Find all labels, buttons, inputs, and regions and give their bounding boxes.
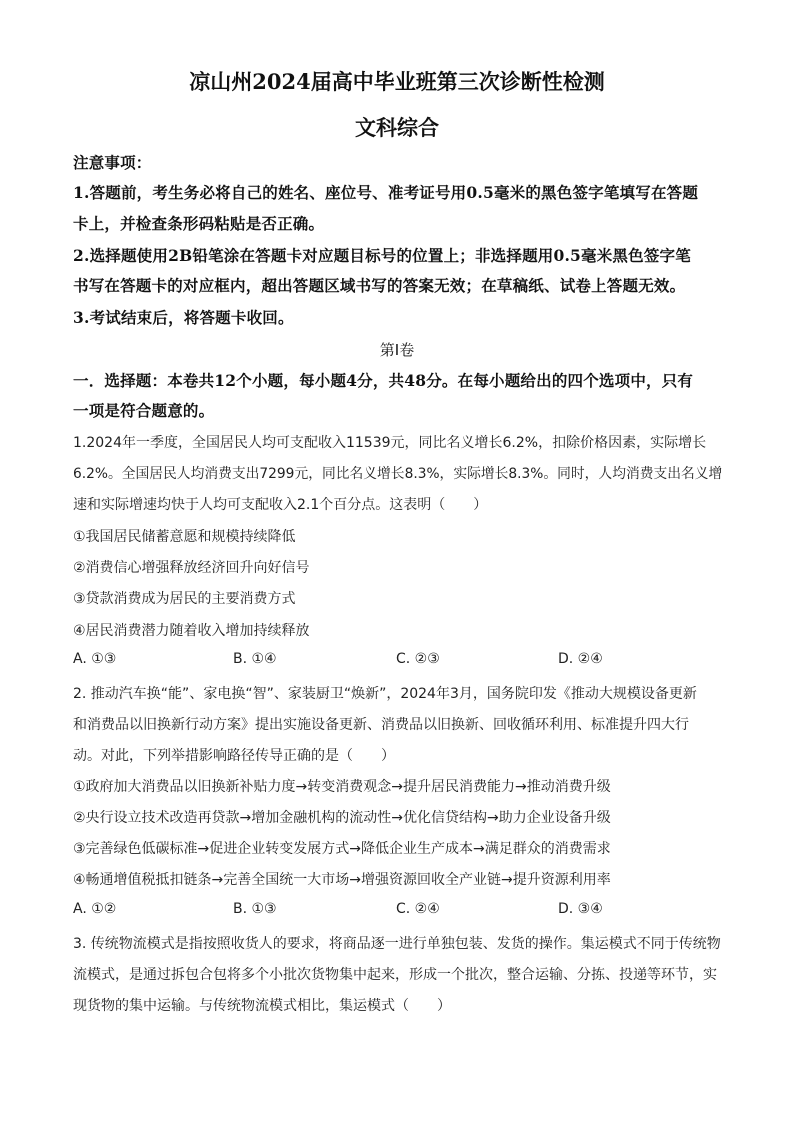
question-1-option-b[interactable]: B. ①④	[233, 651, 277, 667]
question-2-stem: 和消费品以旧换新行动方案》提出实施设备更新、消费品以旧换新、回收循环利用、标准提升四大行	[73, 717, 689, 733]
notes-heading: 注意事项：	[73, 153, 152, 172]
question-2-statement: ①政府加大消费品以旧换新补贴力度→转变消费观念→提升居民消费能力→推动消费升级	[73, 779, 611, 795]
question-3-stem: 现货物的集中运输。与传统物流模式相比，集运模式（ ）	[73, 998, 451, 1014]
question-2-option-c[interactable]: C. ②④	[396, 901, 440, 917]
question-2-stem: 2. 推动汽车换“能”、家电换“智”、家装厨卫“焕新”，2024年3月，国务院印发《推动大规模设备更新	[73, 686, 697, 702]
notes-line: 3.考试结束后，将答题卡收回。	[73, 308, 294, 327]
notes-line: 书写在答题卡的对应框内，超出答题区域书写的答案无效；在草稿纸、试卷上答题无效。	[73, 276, 686, 295]
question-1-option-a[interactable]: A. ①③	[73, 651, 117, 667]
question-1-statement: ③贷款消费成为居民的主要消费方式	[73, 591, 296, 607]
question-2-statement: ②央行设立技术改造再贷款→增加金融机构的流动性→优化信贷结构→助力企业设备升级	[73, 810, 611, 826]
question-1-statement: ④居民消费潜力随着收入增加持续释放	[73, 623, 310, 639]
question-2-statement: ④畅通增值税抵扣链条→完善全国统一大市场→增强资源回收全产业链→提升资源利用率	[73, 872, 611, 888]
notes-line: 1.答题前，考生务必将自己的姓名、座位号、准考证号用0.5毫米的黑色签字笔填写在答题	[73, 183, 699, 202]
question-3-stem: 流模式，是通过拆包合包将多个小批次货物集中起来，形成一个批次，整合运输、分拣、投递等环节，实	[73, 967, 717, 983]
question-1-stem: 6.2%。全国居民人均消费支出7299元，同比名义增长8.3%，实际增长8.3%。同时，人均消费支出名义增	[73, 466, 723, 482]
exam-title: 凉山州2024届高中毕业班第三次诊断性检测	[189, 69, 605, 94]
question-2-statement: ③完善绿色低碳标准→促进企业转变发展方式→降低企业生产成本→满足群众的消费需求	[73, 841, 611, 857]
question-2-option-d[interactable]: D. ③④	[558, 901, 603, 917]
question-1-stem: 1.2024年一季度，全国居民人均可支配收入11539元，同比名义增长6.2%，扣除价格因素，实际增长	[73, 435, 707, 451]
question-3-stem: 3. 传统物流模式是指按照收货人的要求，将商品逐一进行单独包装、发货的操作。集运模式不同于传统物	[73, 936, 721, 952]
section-label: 第Ⅰ卷	[379, 341, 415, 359]
question-1-statement: ②消费信心增强释放经济回升向好信号	[73, 560, 310, 576]
question-1-option-c[interactable]: C. ②③	[396, 651, 440, 667]
question-1-statement: ①我国居民储蓄意愿和规模持续降低	[73, 529, 296, 545]
question-1-stem: 速和实际增速均快于人均可支配收入2.1个百分点。这表明（ ）	[73, 497, 488, 513]
section-instruction: 一项是符合题意的。	[73, 401, 215, 420]
notes-line: 2.选择题使用2B铅笔涂在答题卡对应题目标号的位置上；非选择题用0.5毫米黑色签字笔	[73, 246, 691, 265]
question-2-stem: 动。对此，下列举措影响路径传导正确的是（ ）	[73, 748, 395, 764]
exam-subtitle: 文科综合	[355, 115, 439, 140]
question-1-option-d[interactable]: D. ②④	[558, 651, 603, 667]
question-2-option-b[interactable]: B. ①③	[233, 901, 277, 917]
notes-line: 卡上，并检查条形码粘贴是否正确。	[73, 214, 325, 233]
section-instruction: 一．选择题：本卷共12个小题，每小题4分，共48分。在每小题给出的四个选项中，只有	[73, 371, 694, 390]
question-2-option-a[interactable]: A. ①②	[73, 901, 117, 917]
